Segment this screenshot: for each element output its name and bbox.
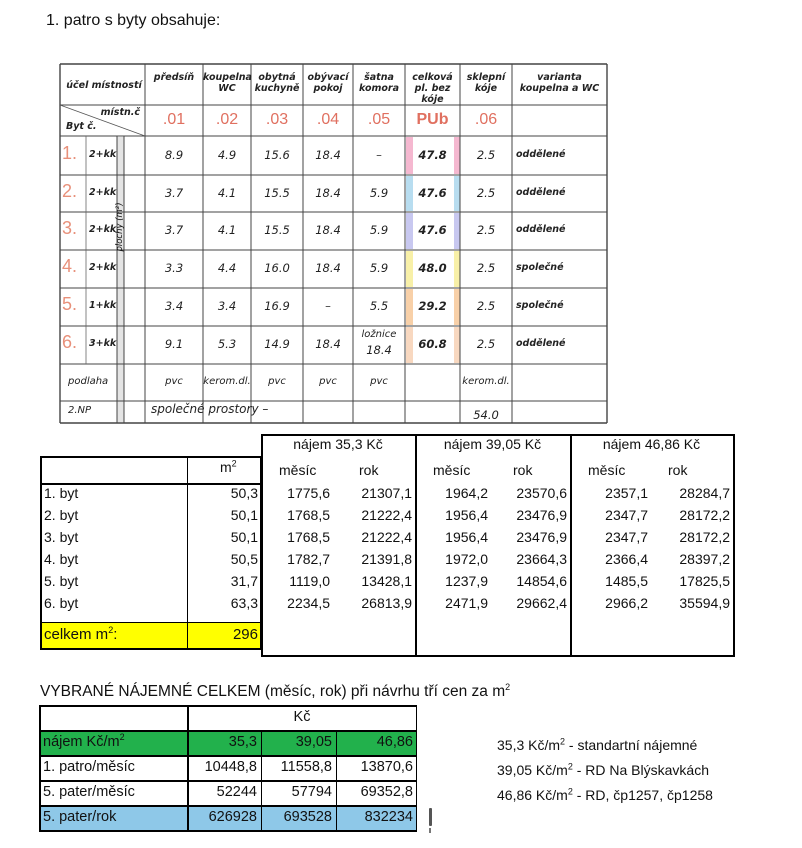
summary-value: 46,86: [376, 734, 413, 750]
column-header: varianta koupelna a WC: [519, 72, 600, 94]
m2-header: $m^2$: [220, 458, 237, 475]
rent-value: 1956,4: [445, 529, 488, 545]
apartment-number: 2.: [62, 180, 78, 201]
rent-value: 1972,0: [445, 551, 488, 567]
currency-header: Kč: [293, 709, 311, 725]
bathroom-variant: oddělené: [516, 148, 566, 160]
table-border: [187, 456, 188, 650]
rent-value: 28284,7: [679, 485, 730, 501]
rent-table: [40, 434, 735, 656]
apartment-type: 1+kk: [89, 300, 117, 311]
total-value: 296: [232, 626, 258, 643]
table-border: [570, 434, 572, 656]
area-value: 47.8: [418, 147, 447, 162]
area-value: 18.4: [315, 185, 341, 200]
bathroom-variant: společné: [516, 300, 564, 311]
apartment-label: 1. byt: [44, 485, 79, 501]
rent-value: 1237,9: [445, 573, 488, 589]
apartment-type: 3+kk: [89, 338, 117, 349]
rent-value: 1782,7: [287, 551, 330, 567]
subheader-year: rok: [359, 462, 379, 478]
summary-value: 35,3: [228, 734, 257, 750]
area-value: 2.5: [476, 147, 496, 162]
room-area-table: [58, 62, 609, 425]
rent-value: 21222,4: [361, 529, 412, 545]
summary-row-label: 5. pater/měsíc: [43, 784, 135, 800]
area-value: 5.9: [369, 223, 389, 237]
area-value: 2.5: [476, 223, 496, 237]
area-unit-label: plochy (m²): [115, 202, 125, 252]
corner-label: místn.č: [100, 107, 140, 118]
rent-value: 2347,7: [605, 529, 648, 545]
price-legend-item: 39,05 $Kč/m^2$ - RD Na Blýskavkách: [497, 761, 709, 778]
column-header: sklepní kóje: [466, 72, 506, 94]
pen-mark-dot: [429, 828, 431, 833]
area-value: 2.5: [476, 261, 496, 275]
apartment-type: 2+kk: [89, 148, 117, 160]
header-corner: [39, 705, 187, 730]
area-value: 18.4: [315, 261, 341, 275]
rent-value: 14854,6: [516, 573, 567, 589]
rent-value: 2966,2: [605, 595, 648, 611]
room-code: .01: [162, 111, 186, 128]
area-value: 60.8: [418, 337, 447, 351]
area-value: 3.3: [164, 261, 184, 275]
rent-value: 21222,4: [361, 507, 412, 523]
rent-value: 28172,2: [679, 507, 730, 523]
rent-value: 28397,2: [679, 551, 730, 567]
area-value: 4.4: [217, 261, 237, 275]
floor-material: kerom.dl.: [203, 375, 251, 387]
apartment-area: 31,7: [230, 573, 258, 589]
area-value: 47.6: [418, 185, 447, 200]
table-border: [39, 830, 417, 832]
area-value: –: [376, 147, 382, 162]
table-border: [39, 705, 41, 830]
rent-value: 17825,5: [679, 573, 730, 589]
column-header: koupelna WC: [203, 72, 252, 94]
area-value: 18.4: [315, 147, 341, 162]
column-header: obývací pokoj: [307, 72, 349, 94]
apartment-area: 50,1: [230, 529, 258, 545]
apartment-number: 4.: [62, 256, 78, 276]
area-value: 48.0: [418, 261, 447, 275]
summary-table: [39, 705, 417, 830]
subheader-month: měsíc: [279, 462, 317, 478]
subheader-month: měsíc: [588, 462, 626, 478]
apartment-label: 6. byt: [44, 595, 79, 611]
rent-value: 1956,4: [445, 507, 488, 523]
bathroom-variant: společné: [516, 262, 564, 273]
area-value: 3.7: [164, 223, 184, 237]
bathroom-variant: oddělené: [516, 186, 566, 198]
room-code: PUb: [416, 111, 449, 128]
column-header: obytná kuchyně: [254, 72, 300, 94]
rent-value: 2471,9: [445, 595, 488, 611]
summary-value: 57794: [291, 784, 332, 800]
area-value: 14.9: [264, 337, 290, 351]
rent-value: 1768,5: [287, 507, 330, 523]
area-value: 5.3: [217, 337, 237, 351]
corner-label: Byt č.: [66, 121, 97, 132]
column-header: celková pl. bez kóje: [412, 72, 453, 105]
total-label: celkem $m^2$:: [44, 625, 118, 643]
bathroom-variant: oddělené: [516, 224, 566, 235]
apartment-number: 3.: [62, 218, 78, 238]
rent-value: 13428,1: [361, 573, 412, 589]
rent-value: 21391,8: [361, 551, 412, 567]
area-value: 16.0: [264, 261, 290, 275]
apartment-area: 50,3: [230, 485, 258, 501]
area-value: 15.5: [264, 185, 290, 200]
rent-value: 1964,2: [445, 485, 488, 501]
area-value: 3.7: [164, 185, 184, 200]
summary-value: 69352,8: [360, 784, 413, 800]
room-note: ložnice: [361, 329, 397, 340]
rent-group-header: nájem 46,86 Kč: [602, 436, 701, 452]
table-border: [261, 434, 263, 656]
rent-value: 23664,3: [516, 551, 567, 567]
floor-material: pvc: [165, 375, 183, 387]
summary-row-label: 1. patro/měsíc: [43, 759, 135, 775]
summary-value: 39,05: [295, 734, 332, 750]
apartment-label: 2. byt: [44, 507, 79, 523]
subheader-month: měsíc: [433, 462, 471, 478]
area-value: 15.5: [264, 223, 290, 237]
table-border: [39, 780, 417, 782]
price-legend-item: 35,3 $Kč/m^2$ - standartní nájemné: [497, 736, 698, 753]
rent-value: 2234,5: [287, 595, 330, 611]
table-border: [733, 434, 735, 656]
rent-value: 1119,0: [289, 573, 330, 589]
area-value: 2.5: [476, 337, 496, 351]
summary-value: 693528: [283, 809, 332, 825]
np-text: společné prostory –: [151, 402, 269, 416]
apartment-type: 2+kk: [89, 186, 117, 198]
area-value: –: [325, 299, 331, 313]
rent-value: 28172,2: [679, 529, 730, 545]
floor-material: pvc: [319, 375, 337, 387]
summary-value: 626928: [208, 809, 257, 825]
apartment-area: 63,3: [230, 595, 258, 611]
column-header: šatna komora: [358, 72, 400, 94]
apartment-number: 6.: [62, 332, 78, 352]
area-value: 9.1: [164, 337, 184, 351]
area-value: 15.6: [264, 147, 290, 162]
apartment-area: 50,1: [230, 507, 258, 523]
area-value: 18.4: [315, 223, 341, 237]
floor-material: pvc: [370, 375, 388, 387]
apartment-label: 5. byt: [44, 573, 79, 589]
table-border: [39, 755, 417, 757]
area-value: 18.4: [366, 343, 392, 357]
summary-heading-text: VYBRANÉ NÁJEMNÉ CELKEM (měsíc, rok) při návrhu tří cen za $m^2$: [40, 682, 511, 701]
rent-group-header: nájem 39,05 Kč: [443, 436, 542, 452]
table-border: [40, 648, 261, 650]
floor-label: podlaha: [68, 375, 109, 387]
room-code: .03: [265, 111, 289, 128]
summary-row-label: nájem $Kč/m^2$: [43, 732, 125, 750]
table-border: [40, 622, 261, 623]
column-header: předsíň: [153, 72, 195, 83]
apartment-number: 5.: [62, 294, 78, 314]
table-border: [39, 705, 417, 707]
subheader-year: rok: [668, 462, 688, 478]
area-value: 5.9: [369, 261, 389, 275]
area-value: 29.2: [418, 299, 447, 313]
np-label: 2.NP: [68, 405, 92, 416]
floor-material: kerom.dl.: [462, 375, 510, 387]
rent-value: 1768,5: [287, 529, 330, 545]
area-value: 2.5: [476, 185, 496, 200]
table-border: [39, 805, 417, 807]
area-value: 4.9: [217, 147, 237, 162]
rent-value: 23570,6: [516, 485, 567, 501]
apartment-area: 50,5: [230, 551, 258, 567]
summary-value: 11558,8: [280, 759, 332, 775]
table-border: [415, 434, 417, 656]
summary-row-label: 5. pater/rok: [43, 809, 117, 825]
pen-mark: [429, 808, 432, 826]
summary-value: 13870,6: [360, 759, 413, 775]
page-title: 1. patro s byty obsahuje:: [46, 12, 221, 29]
room-code: .05: [367, 111, 391, 128]
area-value: 16.9: [264, 299, 290, 313]
table-border: [261, 655, 735, 657]
area-value: 18.4: [315, 337, 341, 351]
rent-value: 26813,9: [361, 595, 412, 611]
table-border: [40, 456, 42, 650]
price-legend-item: 46,86 $Kč/m^2$ - RD, čp1257, čp1258: [497, 786, 713, 803]
rent-group-header: nájem 35,3 Kč: [293, 436, 383, 452]
column-header: účel místností: [66, 80, 142, 91]
area-value: 3.4: [217, 299, 237, 313]
area-value: 2.5: [476, 299, 496, 313]
side-label-bar: [117, 137, 124, 422]
area-value: 3.4: [164, 299, 184, 313]
rent-value: 2347,7: [605, 507, 648, 523]
rent-value: 23476,9: [516, 507, 567, 523]
area-value: 5.5: [369, 299, 389, 313]
summary-value: 832234: [364, 809, 413, 825]
apartment-type: 2+kk: [89, 262, 117, 273]
area-value: 5.9: [369, 185, 389, 200]
area-value: 8.9: [164, 147, 184, 162]
apartment-number: 1.: [62, 142, 78, 163]
summary-value: 52244: [216, 784, 257, 800]
apartment-label: 3. byt: [44, 529, 79, 545]
apartment-label: 4. byt: [44, 551, 79, 567]
rent-value: 23476,9: [516, 529, 567, 545]
room-code: .02: [215, 111, 239, 128]
rent-value: 1485,5: [605, 573, 648, 589]
area-value: 4.1: [217, 185, 237, 200]
room-code: .06: [474, 111, 498, 128]
table-border: [40, 456, 261, 458]
bathroom-variant: oddělené: [516, 338, 566, 349]
area-value: 4.1: [217, 223, 237, 237]
rent-value: 2366,4: [605, 551, 648, 567]
np-value: 54.0: [473, 408, 499, 422]
rent-value: 35594,9: [679, 595, 730, 611]
table-border: [39, 730, 417, 732]
rent-value: 1775,6: [287, 485, 330, 501]
rent-value: 2357,1: [605, 485, 648, 501]
summary-heading: [40, 682, 510, 701]
floor-material: pvc: [268, 375, 286, 387]
summary-value: 10448,8: [204, 759, 257, 775]
rent-value: 21307,1: [361, 485, 412, 501]
room-code: .04: [316, 111, 340, 128]
area-value: 47.6: [418, 223, 447, 237]
apartment-type: 2+kk: [89, 224, 117, 235]
subheader-year: rok: [513, 462, 533, 478]
rent-value: 29662,4: [516, 595, 567, 611]
